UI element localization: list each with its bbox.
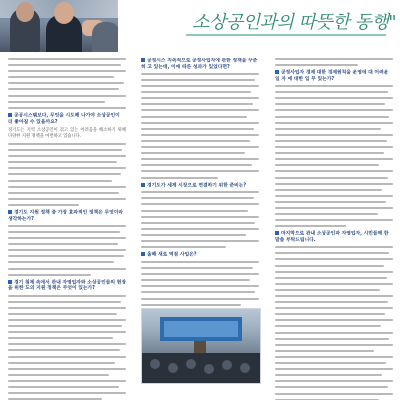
question-text: 공정시스 지속적으로 공정사업자에 관한 정책을 꾸준히 고 있는데, 이에 따른 성과가 있었다면? xyxy=(141,58,258,70)
answer-paragraph-lines xyxy=(141,261,259,306)
answer-text: 경기도는 지역 소상공인이 겪고 있는 어려움을 해소하기 위해 다양한 지원 정책을 마련하고 있습니다. xyxy=(8,127,126,139)
stage-screen-display xyxy=(164,321,238,337)
question-text: 마지막으로 관내 소상공인과 자영업자, 시민들께 한 말씀 부탁드립니다. xyxy=(275,231,389,244)
photo-person-right xyxy=(92,22,118,52)
intro-paragraph-lines xyxy=(275,58,393,66)
bullet-square-icon xyxy=(8,210,12,214)
bullet-square-icon xyxy=(141,58,145,62)
audience-head xyxy=(186,359,196,369)
photo-person-left-head xyxy=(16,2,34,22)
event-photo xyxy=(141,308,261,384)
header-photo xyxy=(0,0,118,52)
bullet-square-icon xyxy=(141,252,145,256)
answer-paragraph-lines xyxy=(141,73,259,179)
column-3 xyxy=(275,58,393,400)
audience-head xyxy=(150,359,160,369)
answer-paragraph-lines xyxy=(8,225,126,276)
article-title: 소상공인과의 따뜻한 동행" xyxy=(192,12,396,33)
question-heading xyxy=(8,113,126,126)
question-text: 올해 새로 역점 사업은? xyxy=(147,252,197,258)
question-heading xyxy=(141,183,259,190)
question-heading xyxy=(8,210,126,223)
bullet-square-icon xyxy=(8,280,12,284)
question-text: 공정사업자 경제 대한 경제원칙을 운영에 대 어려운 일 자 에 대한 입 무 있는가? xyxy=(275,70,389,82)
question-text: 경기도가 세계 시장으로 연결하기 위한 준비는? xyxy=(147,183,247,189)
title-underline xyxy=(186,34,386,36)
answer-paragraph-lines xyxy=(275,246,393,400)
answer-paragraph-lines xyxy=(275,85,393,227)
audience-head xyxy=(222,360,232,370)
question-text: 경기 침체 속에서 관내 자영업자와 소상공인들의 현장을 위한 도의 지원 정책은 무엇이 있는가? xyxy=(8,280,126,292)
bullet-square-icon xyxy=(8,113,12,117)
audience-head xyxy=(204,364,214,374)
question-text: 경기도 지원 정책 중 가장 효과적인 정책은 무엇이라 생각하는가? xyxy=(8,210,124,222)
bullet-square-icon xyxy=(275,70,279,74)
question-text: 공공시스템보다, 무엇을 시도해 나가야 소상공인이 더 좋아질 수 있을까요? xyxy=(8,113,120,125)
question-heading xyxy=(141,58,259,71)
photo-person-center-head xyxy=(54,2,74,24)
question-heading xyxy=(275,70,393,83)
intro-paragraph-lines xyxy=(8,58,126,109)
audience-head xyxy=(240,363,250,373)
answer-paragraph-lines xyxy=(8,143,126,206)
answer-paragraph-lines xyxy=(8,295,126,400)
question-heading xyxy=(141,252,259,259)
column-1 xyxy=(8,58,126,400)
question-heading xyxy=(275,231,393,244)
bullet-square-icon xyxy=(141,183,145,187)
bullet-square-icon xyxy=(275,231,279,235)
answer-paragraph-lines xyxy=(141,191,259,248)
article-header xyxy=(0,0,400,58)
question-heading xyxy=(8,280,126,293)
audience-head xyxy=(168,363,178,373)
